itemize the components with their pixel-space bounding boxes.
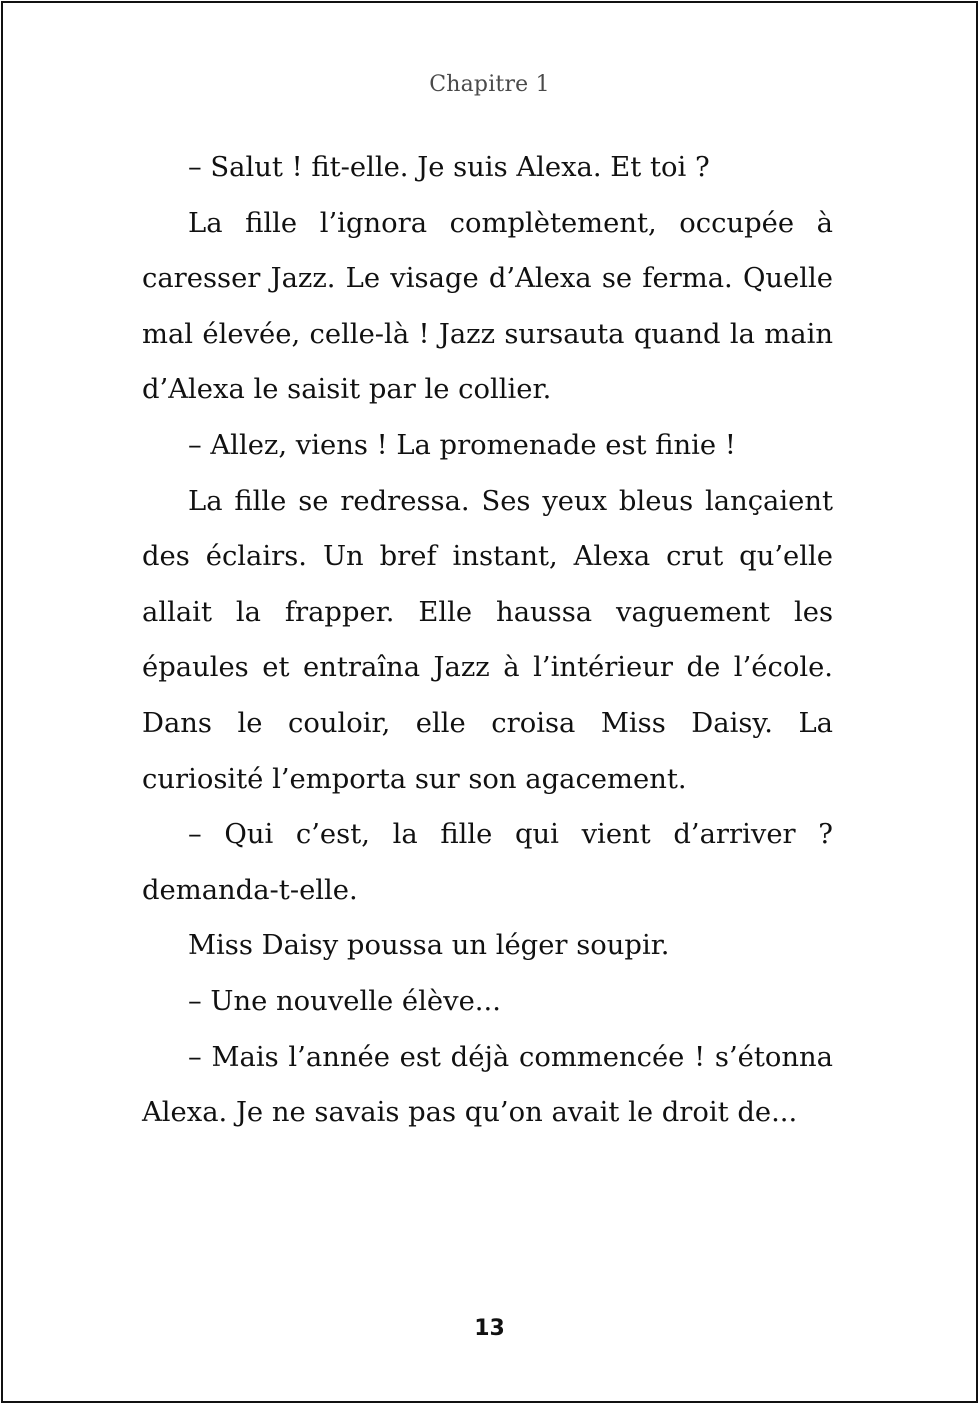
paragraph: – Qui c’est, la fille qui vient d’arriver ? demanda-t-elle. xyxy=(142,819,833,906)
paragraph: – Allez, viens ! La promenade est finie ! xyxy=(188,429,736,461)
paragraph: La fille l’ignora complètement, occupée à caresser Jazz. Le visage d’Alexa se ferma. Quelle mal élevée, celle-là ! Jazz sursauta quand la main d’Alexa le saisit par le collier. xyxy=(142,207,833,406)
running-head: Chapitre 1 xyxy=(429,72,550,97)
paragraph: – Mais l’année est déjà commencée ! s’étonna Alexa. Je ne savais pas qu’on avait le droit de... xyxy=(142,1041,833,1129)
paragraph: – Une nouvelle élève... xyxy=(188,985,501,1017)
body-text xyxy=(142,140,833,1141)
paragraph: – Salut ! fit-elle. Je suis Alexa. Et toi ? xyxy=(188,152,710,183)
paragraph: La fille se redressa. Ses yeux bleus lançaient des éclairs. Un bref instant, Alexa crut qu’elle allait la frapper. Elle haussa vaguement les épaules et entraîna Jazz à l’intérieur de l’école. Dans le couloir, elle croisa Miss Daisy. La curiosité l’emporta sur son agacement. xyxy=(142,485,833,795)
page-number: 13 xyxy=(474,1316,505,1341)
paragraph: Miss Daisy poussa un léger soupir. xyxy=(188,930,670,962)
